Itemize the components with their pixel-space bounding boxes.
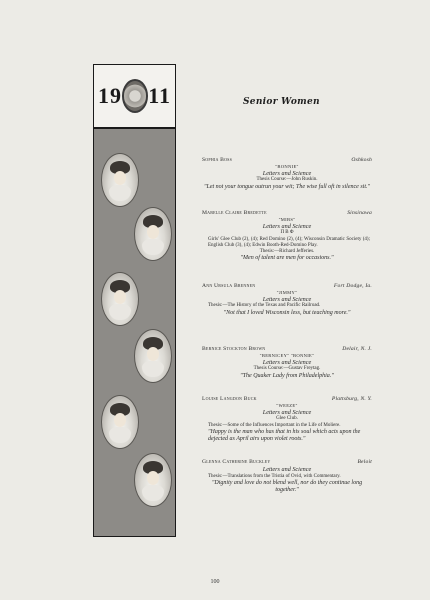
entry-thesis: Thesis:—Translations from the Tristia of Ovid, with Commentary. xyxy=(208,473,341,479)
entry-town: Plattsburg, N. Y. xyxy=(331,396,372,402)
entry-glenna-buckley xyxy=(202,459,372,495)
entry-name: Mabelle Claire Bredette xyxy=(202,210,267,216)
entry-course: Letters and Science xyxy=(262,169,312,177)
entry-course: Letters and Science xyxy=(262,465,312,473)
entry-course: Letters and Science xyxy=(262,408,312,416)
entry-quote: "Dignity and love do not blend well, nor do they continue long together." xyxy=(211,479,363,494)
entry-nickname: "WEEZE" xyxy=(276,402,298,408)
entry-activities: Glee Club. xyxy=(276,416,298,422)
entry-town: Beloit xyxy=(357,459,372,465)
portrait-photo xyxy=(101,395,139,449)
entry-name: Ann Ursula Brennen xyxy=(202,283,256,289)
entry-name: Louise Langdon Buck xyxy=(202,396,257,402)
entry-nickname: "BONNIE" xyxy=(275,163,299,169)
entry-nickname: "BERNICEY" "BONNIE" xyxy=(259,352,315,358)
page-title: Senior Women xyxy=(243,97,320,107)
entry-thesis: Thesis:—The History of the Texas and Pacific Railroad. xyxy=(208,303,321,309)
entry-nickname: "JIMMY" xyxy=(276,289,298,295)
portrait-photo xyxy=(134,329,172,383)
entry-thesis: Thesis:—Some of the Influences Important in the Life of Moliere. xyxy=(208,422,341,428)
year-left: 19 xyxy=(98,83,122,108)
entry-town: Oshkosh xyxy=(351,157,372,163)
entry-sophia-boss xyxy=(202,157,372,191)
entry-course: Letters and Science xyxy=(262,295,312,303)
entry-ann-brennen xyxy=(202,283,372,317)
entry-quote: "Not that I loved Wisconsin less, but teaching more." xyxy=(223,309,351,316)
entry-nickname: "MIBS" xyxy=(278,216,296,222)
portrait-photo xyxy=(101,153,139,207)
portrait-photo xyxy=(134,453,172,507)
year-header xyxy=(94,65,175,129)
entry-town: Sinsinawa xyxy=(347,210,372,216)
year-right: 11 xyxy=(148,83,171,108)
entry-mabelle-bredette xyxy=(202,210,372,263)
entry-town: Delair, N. J. xyxy=(342,346,372,352)
entry-course: Letters and Science xyxy=(262,358,312,366)
entry-quote: "Let not your tongue outrun your wit; The wise full oft in silence sit." xyxy=(203,183,371,190)
portrait-photo xyxy=(134,207,172,261)
entry-quote: "The Quaker Lady from Philadelphia." xyxy=(240,372,334,379)
portrait-photo xyxy=(101,272,139,326)
entry-name: Sophia Boss xyxy=(202,157,233,163)
page-number: 100 xyxy=(210,579,220,585)
entry-fraternity: Π Β Φ xyxy=(280,230,294,236)
entry-course: Letters and Science xyxy=(262,222,312,230)
entry-quote: "Happy is the man who has that in his soul which acts upon the dejected as April airs upon violet roots." xyxy=(208,428,361,443)
entry-name: Bernice Stockton Brown xyxy=(202,346,266,352)
portrait-strip xyxy=(93,64,176,537)
entry-louise-buck xyxy=(202,396,372,444)
entry-bernice-brown xyxy=(202,346,372,380)
entry-quote: "Men of talent are men for occasions." xyxy=(240,255,334,262)
university-seal-icon xyxy=(122,79,148,113)
entry-name: Glenna Catherine Buckley xyxy=(202,459,271,465)
entry-activities: Girls' Glee Club (2), (4); Red Domino (2), (4); Wisconsin Dramatic Society (4); English Club (3), (4); Edwin Booth-Red-Domino Play. xyxy=(208,236,370,248)
entry-town: Fort Dodge, Ia. xyxy=(333,283,372,289)
entry-thesis: Thesis:—Richard Jefferies. xyxy=(259,249,315,255)
entry-thesis: Thesis Course:—John Ruskin. xyxy=(256,177,318,183)
entry-thesis: Thesis Course:—Gustav Freytag. xyxy=(253,366,321,372)
